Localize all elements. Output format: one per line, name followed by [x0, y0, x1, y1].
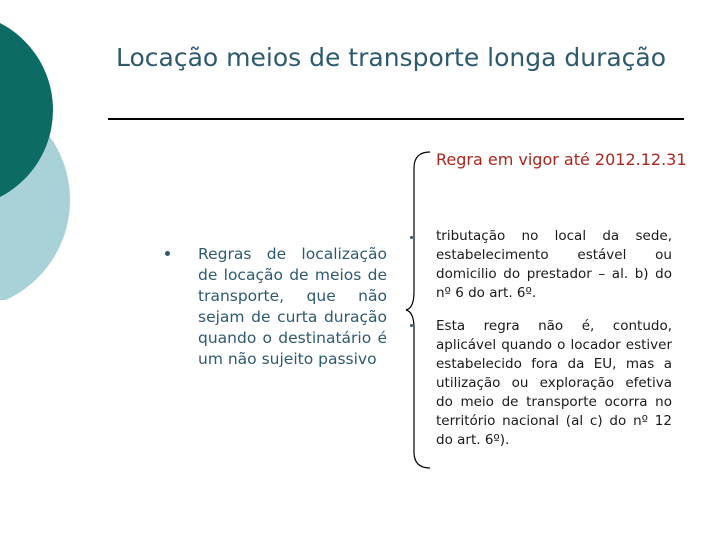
- bullet-icon: [410, 324, 413, 327]
- bullet-icon: [410, 236, 413, 239]
- left-bullet-item: [165, 244, 387, 370]
- decorative-circles: [0, 0, 120, 300]
- title-divider: [108, 118, 684, 120]
- right-item-2: Esta regra não é, contudo, aplicável quando o locador estiver estabelecido fora da EU, mas a utilização ou exploração efetiva do meio de transporte ocorra no território nacional (al c) do nº 12 do art. 6º).: [436, 318, 672, 448]
- slide-title: Locação meios de transporte longa duração: [116, 43, 667, 72]
- curly-brace: [404, 150, 434, 470]
- right-item-1: tributação no local da sede, estabelecimento estável ou domicilio do prestador – al. b) do nº 6 do art. 6º.: [436, 228, 672, 301]
- rule-heading: Regra em vigor até 2012.12.31: [436, 150, 687, 169]
- bullet-icon: [165, 251, 170, 256]
- left-bullet-text: Regras de localização de locação de meios de transporte, que não sejam de curta duração quando o destinatário é um não sujeito passivo: [198, 245, 387, 368]
